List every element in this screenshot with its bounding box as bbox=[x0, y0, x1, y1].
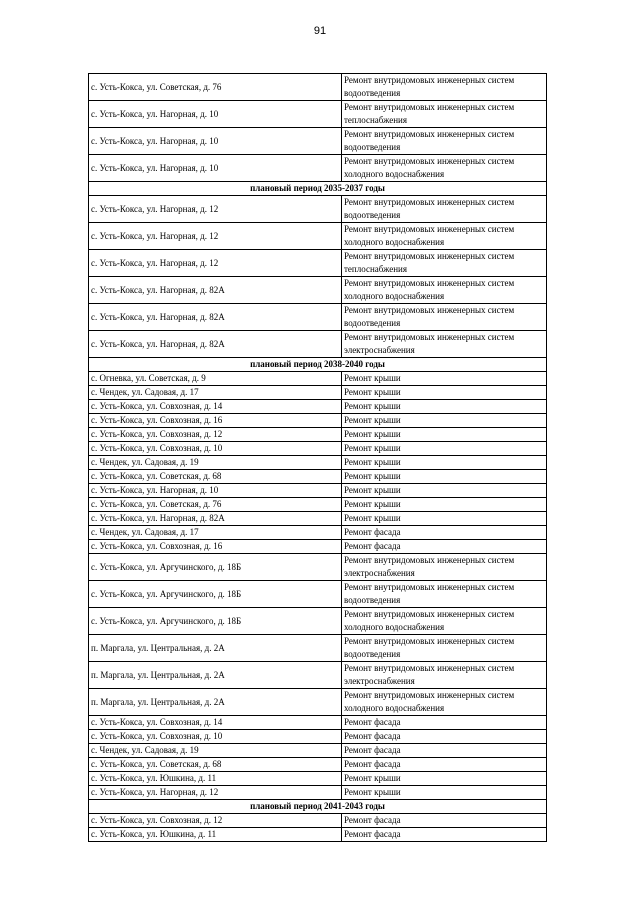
work-type-cell: Ремонт внутридомовых инженерных систем теплоснабжения bbox=[342, 101, 547, 128]
work-type-cell: Ремонт крыши bbox=[342, 772, 547, 786]
address-cell: с. Усть-Кокса, ул. Совхозная, д. 12 bbox=[89, 428, 342, 442]
table-row bbox=[89, 758, 547, 772]
table-row bbox=[89, 414, 547, 428]
address-cell: с. Усть-Кокса, ул. Аргучинского, д. 18Б bbox=[89, 554, 342, 581]
work-type-cell: Ремонт внутридомовых инженерных систем холодного водоснабжения bbox=[342, 155, 547, 182]
address-cell: с. Усть-Кокса, ул. Нагорная, д. 82А bbox=[89, 277, 342, 304]
table-row bbox=[89, 730, 547, 744]
table-row bbox=[89, 786, 547, 800]
address-cell: с. Чендек, ул. Садовая, д. 17 bbox=[89, 386, 342, 400]
address-cell: с. Усть-Кокса, ул. Совхозная, д. 16 bbox=[89, 414, 342, 428]
work-type-cell: Ремонт крыши bbox=[342, 498, 547, 512]
address-cell: с. Усть-Кокса, ул. Совхозная, д. 16 bbox=[89, 540, 342, 554]
table-row bbox=[89, 498, 547, 512]
work-type-cell: Ремонт фасада bbox=[342, 828, 547, 842]
work-type-cell: Ремонт фасада bbox=[342, 540, 547, 554]
work-type-cell: Ремонт крыши bbox=[342, 456, 547, 470]
address-cell: с. Усть-Кокса, ул. Нагорная, д. 10 bbox=[89, 484, 342, 498]
address-cell: с. Усть-Кокса, ул. Нагорная, д. 10 bbox=[89, 128, 342, 155]
address-cell: с. Усть-Кокса, ул. Совхозная, д. 14 bbox=[89, 400, 342, 414]
period-header-row bbox=[89, 358, 547, 372]
address-cell: с. Усть-Кокса, ул. Аргучинского, д. 18Б bbox=[89, 608, 342, 635]
work-type-cell: Ремонт внутридомовых инженерных систем водоотведения bbox=[342, 304, 547, 331]
table-row bbox=[89, 331, 547, 358]
work-type-cell: Ремонт крыши bbox=[342, 470, 547, 484]
work-type-cell: Ремонт внутридомовых инженерных систем водоотведения bbox=[342, 635, 547, 662]
address-cell: с. Усть-Кокса, ул. Советская, д. 76 bbox=[89, 74, 342, 101]
page-number: 91 bbox=[313, 25, 327, 37]
work-type-cell: Ремонт крыши bbox=[342, 442, 547, 456]
table-row bbox=[89, 277, 547, 304]
table-row bbox=[89, 428, 547, 442]
table-row bbox=[89, 716, 547, 730]
period-header: плановый период 2038-2040 годы bbox=[89, 358, 547, 372]
address-cell: с. Усть-Кокса, ул. Совхозная, д. 14 bbox=[89, 716, 342, 730]
table-row bbox=[89, 635, 547, 662]
table-row bbox=[89, 74, 547, 101]
work-type-cell: Ремонт внутридомовых инженерных систем холодного водоснабжения bbox=[342, 277, 547, 304]
work-type-cell: Ремонт внутридомовых инженерных систем электроснабжения bbox=[342, 331, 547, 358]
address-cell: с. Усть-Кокса, ул. Совхозная, д. 10 bbox=[89, 730, 342, 744]
work-type-cell: Ремонт внутридомовых инженерных систем водоотведения bbox=[342, 581, 547, 608]
table-row bbox=[89, 540, 547, 554]
address-cell: с. Усть-Кокса, ул. Юшкина, д. 11 bbox=[89, 828, 342, 842]
work-type-cell: Ремонт внутридомовых инженерных систем водоотведения bbox=[342, 74, 547, 101]
table-row bbox=[89, 400, 547, 414]
period-header: плановый период 2035-2037 годы bbox=[89, 182, 547, 196]
table-row bbox=[89, 814, 547, 828]
work-type-cell: Ремонт внутридомовых инженерных систем холодного водоснабжения bbox=[342, 223, 547, 250]
table-row bbox=[89, 155, 547, 182]
address-cell: с. Усть-Кокса, ул. Нагорная, д. 12 bbox=[89, 223, 342, 250]
table-row bbox=[89, 386, 547, 400]
work-type-cell: Ремонт фасада bbox=[342, 716, 547, 730]
work-type-cell: Ремонт крыши bbox=[342, 386, 547, 400]
address-cell: п. Маргала, ул. Центральная, д. 2А bbox=[89, 689, 342, 716]
work-type-cell: Ремонт внутридомовых инженерных систем теплоснабжения bbox=[342, 250, 547, 277]
table-row bbox=[89, 512, 547, 526]
table-row bbox=[89, 581, 547, 608]
table-row bbox=[89, 554, 547, 581]
work-type-cell: Ремонт крыши bbox=[342, 484, 547, 498]
address-cell: с. Усть-Кокса, ул. Нагорная, д. 82А bbox=[89, 331, 342, 358]
table-row bbox=[89, 526, 547, 540]
work-type-cell: Ремонт крыши bbox=[342, 400, 547, 414]
table-row bbox=[89, 372, 547, 386]
table-row bbox=[89, 128, 547, 155]
address-cell: с. Усть-Кокса, ул. Советская, д. 68 bbox=[89, 758, 342, 772]
period-header-row bbox=[89, 182, 547, 196]
table-row bbox=[89, 662, 547, 689]
address-cell: с. Усть-Кокса, ул. Нагорная, д. 10 bbox=[89, 155, 342, 182]
address-cell: с. Усть-Кокса, ул. Нагорная, д. 12 bbox=[89, 196, 342, 223]
work-type-cell: Ремонт фасада bbox=[342, 758, 547, 772]
address-cell: с. Усть-Кокса, ул. Советская, д. 68 bbox=[89, 470, 342, 484]
address-cell: с. Усть-Кокса, ул. Совхозная, д. 12 bbox=[89, 814, 342, 828]
address-cell: с. Чендек, ул. Садовая, д. 17 bbox=[89, 526, 342, 540]
table-row bbox=[89, 250, 547, 277]
work-type-cell: Ремонт крыши bbox=[342, 428, 547, 442]
address-cell: с. Усть-Кокса, ул. Нагорная, д. 10 bbox=[89, 101, 342, 128]
address-cell: п. Маргала, ул. Центральная, д. 2А bbox=[89, 662, 342, 689]
table-row bbox=[89, 304, 547, 331]
work-type-cell: Ремонт внутридомовых инженерных систем электроснабжения bbox=[342, 662, 547, 689]
address-cell: п. Маргала, ул. Центральная, д. 2А bbox=[89, 635, 342, 662]
table-row bbox=[89, 456, 547, 470]
table-row bbox=[89, 772, 547, 786]
work-type-cell: Ремонт внутридомовых инженерных систем электроснабжения bbox=[342, 554, 547, 581]
table-row bbox=[89, 223, 547, 250]
address-cell: с. Огневка, ул. Советская, д. 9 bbox=[89, 372, 342, 386]
address-cell: с. Усть-Кокса, ул. Советская, д. 76 bbox=[89, 498, 342, 512]
work-type-cell: Ремонт крыши bbox=[342, 372, 547, 386]
address-cell: с. Чендек, ул. Садовая, д. 19 bbox=[89, 456, 342, 470]
address-cell: с. Усть-Кокса, ул. Нагорная, д. 12 bbox=[89, 250, 342, 277]
address-cell: с. Усть-Кокса, ул. Нагорная, д. 82А bbox=[89, 512, 342, 526]
work-type-cell: Ремонт крыши bbox=[342, 512, 547, 526]
work-type-cell: Ремонт крыши bbox=[342, 414, 547, 428]
period-header: плановый период 2041-2043 годы bbox=[89, 800, 547, 814]
table-row bbox=[89, 484, 547, 498]
work-type-cell: Ремонт фасада bbox=[342, 744, 547, 758]
table-row bbox=[89, 470, 547, 484]
table-row bbox=[89, 689, 547, 716]
table-row bbox=[89, 101, 547, 128]
period-header-row bbox=[89, 800, 547, 814]
address-cell: с. Усть-Кокса, ул. Нагорная, д. 12 bbox=[89, 786, 342, 800]
work-type-cell: Ремонт внутридомовых инженерных систем холодного водоснабжения bbox=[342, 608, 547, 635]
address-cell: с. Усть-Кокса, ул. Нагорная, д. 82А bbox=[89, 304, 342, 331]
repair-schedule-table bbox=[88, 73, 547, 842]
work-type-cell: Ремонт фасада bbox=[342, 814, 547, 828]
address-cell: с. Усть-Кокса, ул. Юшкина, д. 11 bbox=[89, 772, 342, 786]
work-type-cell: Ремонт внутридомовых инженерных систем холодного водоснабжения bbox=[342, 689, 547, 716]
address-cell: с. Чендек, ул. Садовая, д. 19 bbox=[89, 744, 342, 758]
table-row bbox=[89, 744, 547, 758]
table-row bbox=[89, 442, 547, 456]
work-type-cell: Ремонт крыши bbox=[342, 786, 547, 800]
repair-schedule-body bbox=[89, 74, 547, 842]
table-row bbox=[89, 196, 547, 223]
address-cell: с. Усть-Кокса, ул. Совхозная, д. 10 bbox=[89, 442, 342, 456]
work-type-cell: Ремонт фасада bbox=[342, 526, 547, 540]
table-row bbox=[89, 608, 547, 635]
work-type-cell: Ремонт фасада bbox=[342, 730, 547, 744]
table-row bbox=[89, 828, 547, 842]
work-type-cell: Ремонт внутридомовых инженерных систем водоотведения bbox=[342, 196, 547, 223]
work-type-cell: Ремонт внутридомовых инженерных систем водоотведения bbox=[342, 128, 547, 155]
address-cell: с. Усть-Кокса, ул. Аргучинского, д. 18Б bbox=[89, 581, 342, 608]
